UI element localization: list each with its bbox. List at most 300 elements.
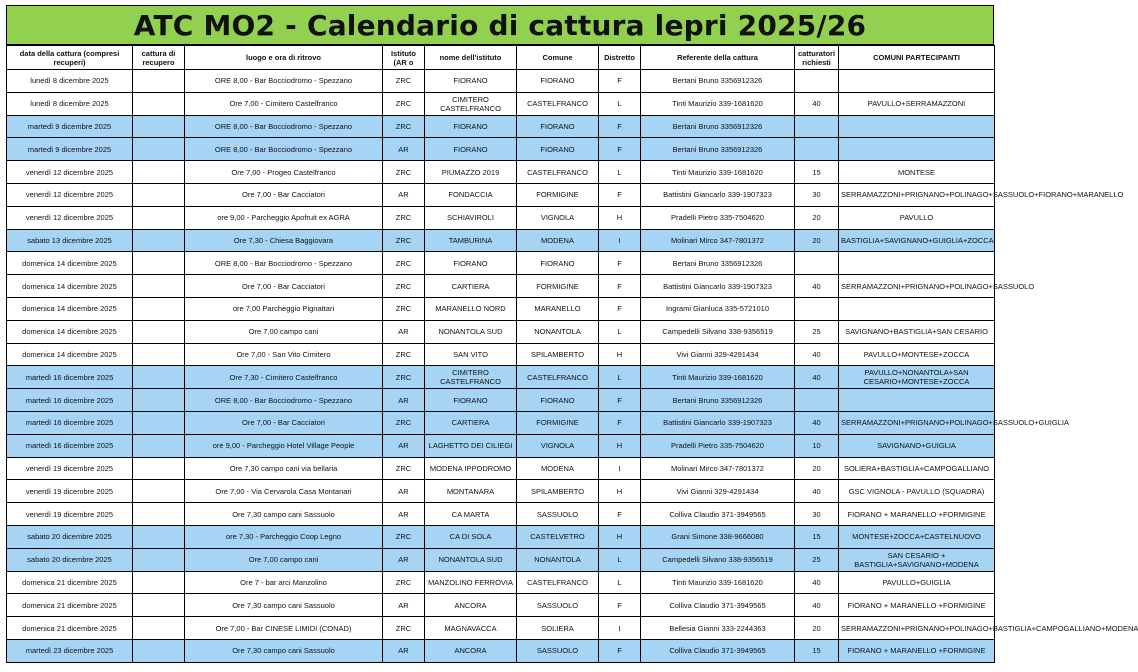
recovery-cell [133,639,185,662]
participants-cell: FIORANO + MARANELLO +FORMIGINE [839,594,995,617]
municipality-cell: SASSUOLO [517,594,599,617]
referent-cell: Colliva Claudio 371-3949565 [641,503,795,526]
recovery-cell [133,571,185,594]
catchers-cell: 40 [795,411,839,434]
institute-type-cell: AR [383,594,425,617]
catchers-cell: 20 [795,206,839,229]
institute-type-cell: AR [383,183,425,206]
table-body [7,70,1138,663]
table-row [7,275,995,298]
meeting-place-cell: ore 9,00 - Parcheggio Apofruit ex AGRA [185,206,383,229]
municipality-cell: SOLIERA [517,617,599,640]
meeting-place-cell: Ore 7,30 campo cani Sassuolo [185,503,383,526]
date-cell: venerdì 19 dicembre 2025 [7,457,133,480]
recovery-cell [133,594,185,617]
catchers-cell: 30 [795,503,839,526]
catchers-cell: 15 [795,639,839,662]
recovery-cell [133,366,185,389]
recovery-cell [133,92,185,115]
participants-cell: PAVULLO+GUIGLIA [839,571,995,594]
table-row [7,617,995,640]
district-cell: H [599,343,641,366]
recovery-cell [133,411,185,434]
municipality-cell: CASTELVETRO [517,525,599,548]
institute-type-cell: ZRC [383,206,425,229]
recovery-cell [133,320,185,343]
meeting-place-cell: Ore 7,30 campo cani Sassuolo [185,594,383,617]
institute-type-cell: AR [383,389,425,412]
date-cell: martedì 16 dicembre 2025 [7,434,133,457]
participants-cell: SAVIGNANO+GUIGLIA [839,434,995,457]
institute-name-cell: FIORANO [425,252,517,275]
table-row [7,115,995,138]
participants-cell: PAVULLO [839,206,995,229]
district-cell: F [599,138,641,161]
institute-type-cell: ZRC [383,161,425,184]
referent-cell: Colliva Claudio 371-3949565 [641,639,795,662]
institute-name-cell: FONDACCIA [425,183,517,206]
district-cell: L [599,92,641,115]
catchers-cell: 25 [795,548,839,571]
municipality-cell: FIORANO [517,252,599,275]
institute-name-cell: PIUMAZZO 2019 [425,161,517,184]
institute-type-cell: ZRC [383,343,425,366]
date-cell: venerdì 12 dicembre 2025 [7,183,133,206]
recovery-cell [133,138,185,161]
meeting-place-cell: Ore 7 - bar arci Manzolino [185,571,383,594]
institute-name-cell: ANCORA [425,594,517,617]
spreadsheet [6,5,1138,663]
meeting-place-cell: Ore 7,00 - Via Cervarola Casa Montanari [185,480,383,503]
referent-cell: Pradelli Pietro 335-7504620 [641,434,795,457]
table-row [7,480,995,503]
catchers-cell: 40 [795,92,839,115]
meeting-place-cell: Ore 7,00 - Progeo Castelfranco [185,161,383,184]
institute-type-cell: AR [383,548,425,571]
catchers-cell [795,115,839,138]
recovery-cell [133,480,185,503]
date-cell: martedì 9 dicembre 2025 [7,138,133,161]
table-row [7,92,995,115]
referent-cell: Bertani Bruno 3356912326 [641,389,795,412]
catchers-cell: 40 [795,366,839,389]
catchers-cell: 20 [795,617,839,640]
municipality-cell: SPILAMBERTO [517,343,599,366]
district-cell: F [599,70,641,93]
participants-cell: SAN CESARIO + BASTIGLIA+SAVIGNANO+MODENA [839,548,995,571]
referent-cell: Bellesia Gianni 333-2244363 [641,617,795,640]
institute-name-cell: NONANTOLA SUD [425,548,517,571]
meeting-place-cell: Ore 7,00 campo cani [185,320,383,343]
table-row [7,525,995,548]
referent-cell: Tinti Maurizio 339-1681620 [641,571,795,594]
catchers-cell: 10 [795,434,839,457]
table-row [7,229,995,252]
referent-cell: Bertani Bruno 3356912326 [641,252,795,275]
header-cell: data della cattura (compresi recuperi) [7,46,133,70]
date-cell: martedì 23 dicembre 2025 [7,639,133,662]
institute-name-cell: CIMITERO CASTELFRANCO [425,366,517,389]
date-cell: domenica 14 dicembre 2025 [7,320,133,343]
date-cell: sabato 13 dicembre 2025 [7,229,133,252]
catchers-cell: 40 [795,594,839,617]
participants-cell [839,252,995,275]
referent-cell: Battistini Giancarlo 339-1907323 [641,275,795,298]
municipality-cell: CASTELFRANCO [517,366,599,389]
municipality-cell: CASTELFRANCO [517,571,599,594]
meeting-place-cell: Ore 7,00 - Bar CINESE LIMIDI (CONAD) [185,617,383,640]
institute-name-cell: TAMBURINA [425,229,517,252]
participants-cell [839,115,995,138]
municipality-cell: CASTELFRANCO [517,92,599,115]
table-row [7,252,995,275]
municipality-cell: SASSUOLO [517,639,599,662]
institute-name-cell: NONANTOLA SUD [425,320,517,343]
district-cell: I [599,457,641,480]
referent-cell: Pradelli Pietro 335-7504620 [641,206,795,229]
date-cell: domenica 14 dicembre 2025 [7,343,133,366]
date-cell: martedì 9 dicembre 2025 [7,115,133,138]
institute-name-cell: LAGHETTO DEI CILIEGI [425,434,517,457]
institute-type-cell: ZRC [383,411,425,434]
institute-type-cell: AR [383,503,425,526]
district-cell: L [599,320,641,343]
table-row [7,594,995,617]
meeting-place-cell: ore 9,00 - Parcheggio Hotel Village People [185,434,383,457]
institute-name-cell: FIORANO [425,115,517,138]
referent-cell: Molinari Mirco 347-7801372 [641,229,795,252]
table-row [7,138,995,161]
meeting-place-cell: Ore 7,00 - Cimitero Castelfranco [185,92,383,115]
date-cell: venerdì 19 dicembre 2025 [7,480,133,503]
participants-cell [839,138,995,161]
referent-cell: Ingrami Gianluca 335-5721010 [641,297,795,320]
table-row [7,366,995,389]
header-row [7,46,995,70]
referent-cell: Vivi Gianni 329-4291434 [641,343,795,366]
institute-type-cell: ZRC [383,571,425,594]
participants-cell: SOLIERA+BASTIGLIA+CAMPOGALLIANO [839,457,995,480]
district-cell: H [599,206,641,229]
referent-cell: Grani Simone 338-9666080 [641,525,795,548]
district-cell: F [599,297,641,320]
participants-cell: SERRAMAZZONI+PRIGNANO+POLINAGO+SASSUOLO+GUIGLIA [839,411,995,434]
recovery-cell [133,275,185,298]
district-cell: F [599,411,641,434]
district-cell: H [599,480,641,503]
recovery-cell [133,434,185,457]
table-row [7,389,995,412]
participants-cell: SERRAMAZZONI+PRIGNANO+POLINAGO+SASSUOLO [839,275,995,298]
municipality-cell: NONANTOLA [517,548,599,571]
institute-type-cell: AR [383,138,425,161]
municipality-cell: SASSUOLO [517,503,599,526]
table-row [7,206,995,229]
district-cell: H [599,434,641,457]
recovery-cell [133,183,185,206]
header-cell: luogo e ora di ritrovo [185,46,383,70]
institute-type-cell: ZRC [383,92,425,115]
participants-cell: GSC VIGNOLA - PAVULLO (SQUADRA) [839,480,995,503]
municipality-cell: FORMIGINE [517,183,599,206]
municipality-cell: MODENA [517,457,599,480]
referent-cell: Battistini Giancarlo 339-1907323 [641,183,795,206]
catchers-cell: 40 [795,480,839,503]
catchers-cell: 40 [795,571,839,594]
referent-cell: Bertani Bruno 3356912326 [641,70,795,93]
meeting-place-cell: Ore 7,00 - San Vito Cimitero [185,343,383,366]
municipality-cell: MODENA [517,229,599,252]
table-row [7,503,995,526]
recovery-cell [133,548,185,571]
date-cell: venerdì 12 dicembre 2025 [7,161,133,184]
institute-type-cell: ZRC [383,457,425,480]
header-cell: nome dell'istituto [425,46,517,70]
municipality-cell: SPILAMBERTO [517,480,599,503]
participants-cell: MONTESE+ZOCCA+CASTELNUOVO [839,525,995,548]
participants-cell: FIORANO + MARANELLO +FORMIGINE [839,503,995,526]
date-cell: domenica 21 dicembre 2025 [7,594,133,617]
institute-type-cell: ZRC [383,366,425,389]
recovery-cell [133,503,185,526]
referent-cell: Vivi Gianni 329-4291434 [641,480,795,503]
referent-cell: Tinti Maurizio 339-1681620 [641,161,795,184]
referent-cell: Tinti Maurizio 339-1681620 [641,92,795,115]
date-cell: domenica 14 dicembre 2025 [7,275,133,298]
date-cell: domenica 21 dicembre 2025 [7,571,133,594]
municipality-cell: NONANTOLA [517,320,599,343]
table-row [7,548,995,571]
header-cell: Istituto (AR o [383,46,425,70]
capture-calendar-table [6,45,1138,663]
institute-type-cell: ZRC [383,617,425,640]
catchers-cell: 15 [795,161,839,184]
participants-cell: BASTIGLIA+SAVIGNANO+GUIGLIA+ZOCCA [839,229,995,252]
header-cell: cattura di recupero [133,46,185,70]
recovery-cell [133,389,185,412]
date-cell: venerdì 19 dicembre 2025 [7,503,133,526]
municipality-cell: FORMIGINE [517,411,599,434]
institute-type-cell: ZRC [383,252,425,275]
header-cell: Distretto [599,46,641,70]
participants-cell: FIORANO + MARANELLO +FORMIGINE [839,639,995,662]
district-cell: F [599,252,641,275]
referent-cell: Campedelli Silvano 338-9356519 [641,320,795,343]
catchers-cell [795,297,839,320]
district-cell: L [599,548,641,571]
meeting-place-cell: Ore 7,00 campo cani [185,548,383,571]
catchers-cell: 20 [795,229,839,252]
referent-cell: Tinti Maurizio 339-1681620 [641,366,795,389]
recovery-cell [133,70,185,93]
table-row [7,297,995,320]
institute-type-cell: AR [383,434,425,457]
district-cell: L [599,161,641,184]
participants-cell: PAVULLO+MONTESE+ZOCCA [839,343,995,366]
institute-type-cell: AR [383,639,425,662]
date-cell: domenica 14 dicembre 2025 [7,252,133,275]
district-cell: F [599,503,641,526]
catchers-cell: 15 [795,525,839,548]
meeting-place-cell: Ore 7,00 - Bar Cacciatori [185,183,383,206]
meeting-place-cell: ore 7,00 Parcheggio Pignattari [185,297,383,320]
institute-type-cell: ZRC [383,525,425,548]
header-cell: Comune [517,46,599,70]
table-row [7,320,995,343]
meeting-place-cell: Ore 7,30 - Cimitero Castelfranco [185,366,383,389]
referent-cell: Colliva Claudio 371-3949565 [641,594,795,617]
catchers-cell: 20 [795,457,839,480]
institute-name-cell: MONTANARA [425,480,517,503]
referent-cell: Molinari Mirco 347-7801372 [641,457,795,480]
table-row [7,161,995,184]
institute-name-cell: FIORANO [425,70,517,93]
institute-name-cell: ANCORA [425,639,517,662]
recovery-cell [133,525,185,548]
recovery-cell [133,297,185,320]
meeting-place-cell: ORE 8,00 - Bar Bocciodromo - Spezzano [185,115,383,138]
recovery-cell [133,161,185,184]
participants-cell: SAVIGNANO+BASTIGLIA+SAN CESARIO [839,320,995,343]
institute-type-cell: ZRC [383,70,425,93]
district-cell: H [599,525,641,548]
date-cell: martedì 16 dicembre 2025 [7,389,133,412]
recovery-cell [133,252,185,275]
catchers-cell [795,70,839,93]
institute-name-cell: SCHIAVIROLI [425,206,517,229]
referent-cell: Bertani Bruno 3356912326 [641,115,795,138]
meeting-place-cell: Ore 7,00 - Bar Cacciatori [185,411,383,434]
recovery-cell [133,206,185,229]
catchers-cell [795,252,839,275]
institute-name-cell: CA DI SOLA [425,525,517,548]
district-cell: I [599,229,641,252]
municipality-cell: FIORANO [517,70,599,93]
municipality-cell: FORMIGINE [517,275,599,298]
catchers-cell [795,389,839,412]
meeting-place-cell: ORE 8,00 - Bar Bocciodromo - Spezzano [185,252,383,275]
institute-type-cell: ZRC [383,115,425,138]
institute-name-cell: CIMITERO CASTELFRANCO [425,92,517,115]
municipality-cell: VIGNOLA [517,206,599,229]
header-cell: COMUNI PARTECIPANTI [839,46,995,70]
recovery-cell [133,115,185,138]
recovery-cell [133,457,185,480]
table-row [7,457,995,480]
meeting-place-cell: Ore 7,30 - Chiesa Baggiovara [185,229,383,252]
participants-cell [839,70,995,93]
referent-cell: Battistini Giancarlo 339-1907323 [641,411,795,434]
municipality-cell: FIORANO [517,115,599,138]
participants-cell: MONTESE [839,161,995,184]
institute-type-cell: ZRC [383,229,425,252]
institute-name-cell: FIORANO [425,389,517,412]
recovery-cell [133,343,185,366]
municipality-cell: MARANELLO [517,297,599,320]
date-cell: sabato 20 dicembre 2025 [7,525,133,548]
municipality-cell: FIORANO [517,138,599,161]
table-row [7,411,995,434]
date-cell: lunedì 8 dicembre 2025 [7,70,133,93]
institute-name-cell: CARTIERA [425,411,517,434]
header-cell: catturatori richiesti [795,46,839,70]
date-cell: domenica 21 dicembre 2025 [7,617,133,640]
meeting-place-cell: Ore 7,30 campo cani Sassuolo [185,639,383,662]
table-row [7,183,995,206]
institute-name-cell: MODENA IPPODROMO [425,457,517,480]
participants-cell: SERRAMAZZONI+PRIGNANO+POLINAGO+SASSUOLO+FIORANO+MARANELLO [839,183,995,206]
institute-type-cell: AR [383,480,425,503]
district-cell: L [599,366,641,389]
date-cell: venerdì 12 dicembre 2025 [7,206,133,229]
district-cell: F [599,389,641,412]
institute-name-cell: CARTIERA [425,275,517,298]
page-title: ATC MO2 - Calendario di cattura lepri 2025/26 [6,5,994,45]
catchers-cell: 40 [795,343,839,366]
institute-type-cell: AR [383,320,425,343]
district-cell: F [599,639,641,662]
institute-type-cell: ZRC [383,275,425,298]
catchers-cell: 25 [795,320,839,343]
date-cell: domenica 14 dicembre 2025 [7,297,133,320]
participants-cell: SERRAMAZZONI+PRIGNANO+POLINAGO+BASTIGLIA+CAMPOGALLIANO+MODENA [839,617,995,640]
table-row [7,639,995,662]
district-cell: I [599,617,641,640]
institute-name-cell: MAGNAVACCA [425,617,517,640]
table-row [7,70,995,93]
municipality-cell: CASTELFRANCO [517,161,599,184]
meeting-place-cell: Ore 7,00 - Bar Cacciatori [185,275,383,298]
table-row [7,434,995,457]
participants-cell [839,389,995,412]
district-cell: F [599,275,641,298]
table-row [7,571,995,594]
meeting-place-cell: ORE 8,00 - Bar Bocciodromo - Spezzano [185,70,383,93]
municipality-cell: VIGNOLA [517,434,599,457]
referent-cell: Campedelli Silvano 338-9356519 [641,548,795,571]
district-cell: L [599,571,641,594]
catchers-cell: 30 [795,183,839,206]
municipality-cell: FIORANO [517,389,599,412]
district-cell: F [599,183,641,206]
catchers-cell: 40 [795,275,839,298]
recovery-cell [133,617,185,640]
date-cell: sabato 20 dicembre 2025 [7,548,133,571]
recovery-cell [133,229,185,252]
meeting-place-cell: Ore 7,30 campo cani via bellaria [185,457,383,480]
institute-name-cell: MANZOLINO FERROVIA [425,571,517,594]
catchers-cell [795,138,839,161]
meeting-place-cell: ore 7,30 - Parcheggio Coop Legno [185,525,383,548]
institute-name-cell: MARANELLO NORD [425,297,517,320]
date-cell: lunedì 8 dicembre 2025 [7,92,133,115]
district-cell: F [599,594,641,617]
participants-cell: PAVULLO+SERRAMAZZONI [839,92,995,115]
date-cell: martedì 16 dicembre 2025 [7,366,133,389]
district-cell: F [599,115,641,138]
referent-cell: Bertani Bruno 3356912326 [641,138,795,161]
institute-type-cell: ZRC [383,297,425,320]
table-row [7,343,995,366]
date-cell: martedì 16 dicembre 2025 [7,411,133,434]
participants-cell: PAVULLO+NONANTOLA+SAN CESARIO+MONTESE+ZOCCA [839,366,995,389]
institute-name-cell: CA MARTA [425,503,517,526]
meeting-place-cell: ORE 8,00 - Bar Bocciodromo - Spezzano [185,138,383,161]
header-cell: Referente della cattura [641,46,795,70]
institute-name-cell: FIORANO [425,138,517,161]
institute-name-cell: SAN VITO [425,343,517,366]
participants-cell [839,297,995,320]
